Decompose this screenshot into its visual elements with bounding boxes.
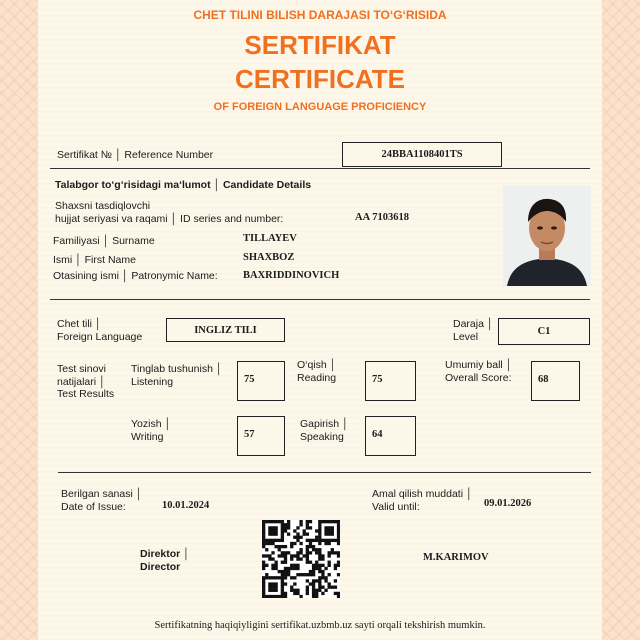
test-results-label: Test sinovi natijalari │ Test Results	[57, 363, 115, 400]
surname-value: TILLAYEV	[243, 233, 297, 244]
title-en: CERTIFICATE	[235, 64, 405, 94]
level-value: C1	[498, 318, 590, 345]
foreign-language-value: INGLIZ TILI	[166, 318, 285, 342]
verification-note: Sertifikatning haqiqiyligini sertifikat.uzbmb.uz sayti orqali tekshirish mumkin.	[154, 620, 486, 631]
surname-label: Familiyasi │ Surname	[53, 235, 155, 247]
id-number: AA 7103618	[355, 212, 409, 223]
reading-label: O‘qish │ Reading	[297, 359, 337, 384]
speaking-score: 64	[365, 416, 416, 456]
candidate-photo	[503, 186, 591, 286]
reference-label: Sertifikat № │ Reference Number	[57, 149, 214, 161]
qr-code[interactable]	[262, 520, 340, 598]
patronymic-label: Otasining ismi │ Patronymic Name:	[53, 270, 218, 282]
foreign-language-label: Chet tili │ Foreign Language	[57, 318, 143, 343]
divider	[50, 168, 590, 169]
header-line-uz: CHET TILINI BILISH DARAJASI TO‘G‘RISIDA	[193, 8, 447, 22]
overall-score-label: Umumiy ball │ Overall Score:	[445, 359, 513, 384]
writing-label: Yozish │ Writing	[131, 418, 172, 443]
divider	[58, 472, 591, 473]
listening-score: 75	[237, 361, 285, 401]
candidate-section-title: Talabgor to‘g‘risidagi ma‘lumot │ Candidate Details	[55, 179, 312, 191]
director-name: M.KARIMOV	[423, 552, 489, 563]
issue-date-value: 10.01.2024	[162, 500, 210, 511]
level-label: Daraja │ Level	[453, 318, 494, 343]
issue-date-label: Berilgan sanasi │ Date of Issue:	[61, 488, 143, 513]
speaking-label: Gapirish │ Speaking	[300, 418, 349, 443]
listening-label: Tinglab tushunish │ Listening	[131, 363, 223, 388]
first-name-value: SHAXBOZ	[243, 252, 295, 263]
valid-until-value: 09.01.2026	[484, 498, 532, 509]
first-name-label: Ismi │ First Name	[53, 254, 136, 266]
valid-until-label: Amal qilish muddati │ Valid until:	[372, 488, 473, 513]
title-uz: SERTIFIKAT	[244, 30, 396, 60]
overall-score: 68	[531, 361, 580, 401]
writing-score: 57	[237, 416, 285, 456]
subtitle-en: OF FOREIGN LANGUAGE PROFICIENCY	[213, 101, 427, 113]
divider	[50, 299, 590, 300]
reading-score: 75	[365, 361, 416, 401]
director-label: Direktor │ Director	[140, 548, 190, 573]
reference-number: 24BBA1108401TS	[342, 142, 502, 167]
patronymic-value: BAXRIDDINOVICH	[243, 270, 340, 281]
id-label: Shaxsni tasdiqlovchi hujjat seriyasi va raqami │ ID series and number:	[55, 200, 284, 225]
